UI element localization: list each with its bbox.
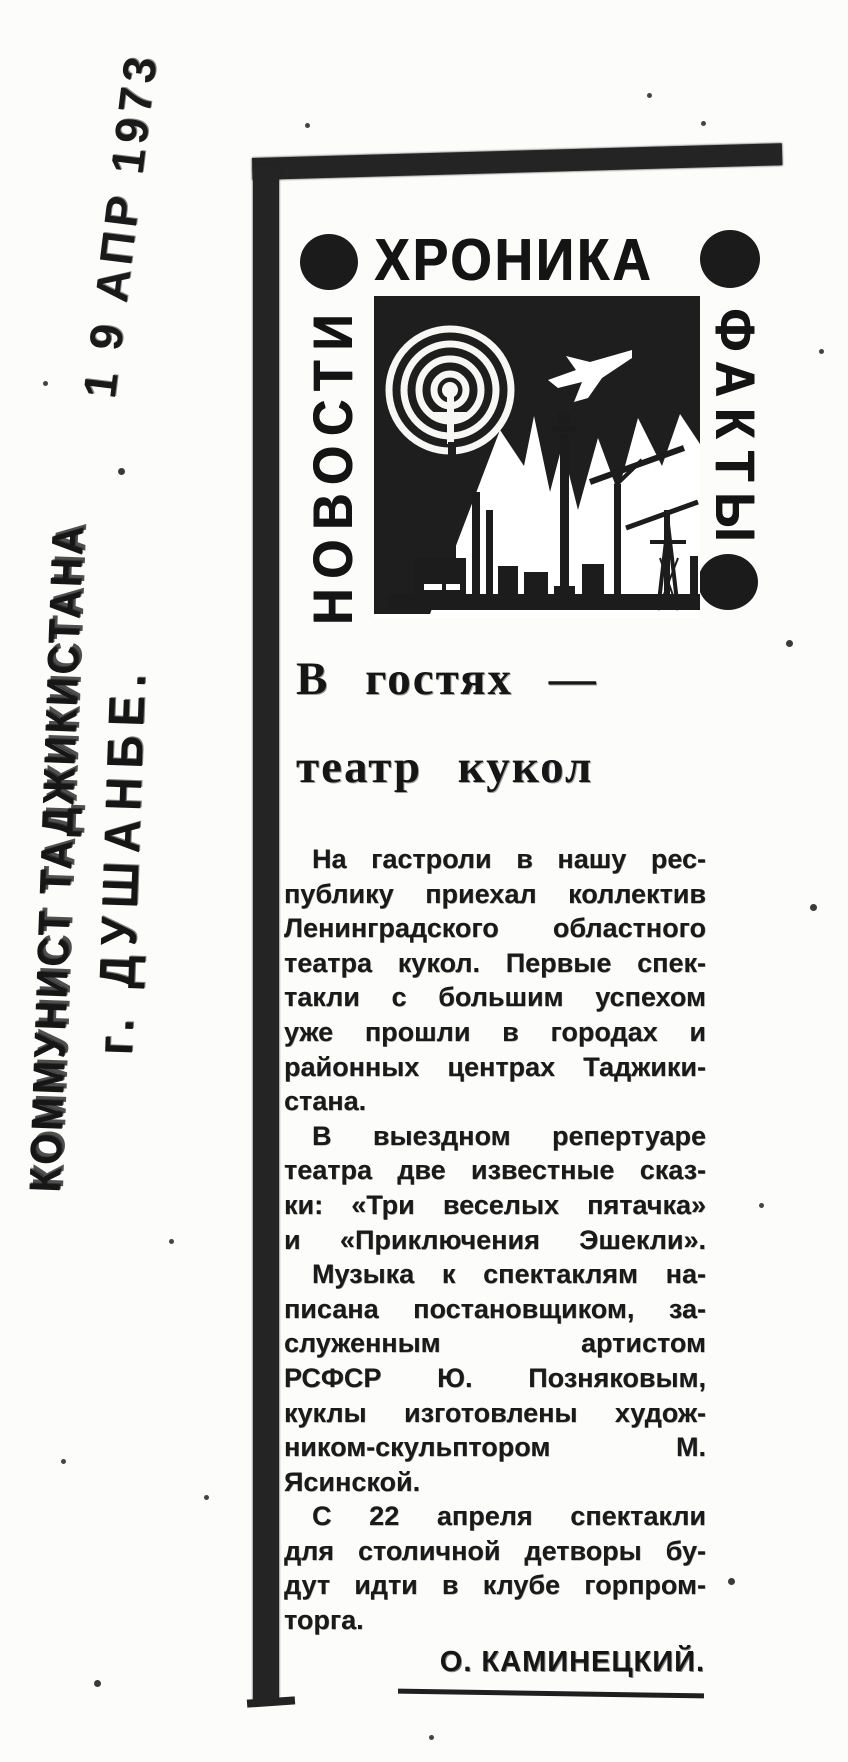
article-line: служенным артистом [284,1328,706,1359]
article-line: В выездном репертуаре [312,1120,706,1151]
clipping-border-left [253,166,279,1704]
article-line: ником-скульптором М. [284,1432,706,1463]
article-line: ки: «Три веселых пятачка» [284,1189,706,1220]
date-stamp: 1 9 АПР 1973 [72,49,168,401]
article-signature: О. КАМИНЕЦКИЙ. [439,1646,705,1678]
article-line: С 22 апреля спектакли [312,1501,706,1532]
scan-speckles [0,0,3,3]
newspaper-stamp-city: г. ДУШАНБЕ. [85,664,157,1057]
masthead-left-vertical-text: НОВОСТИ [301,304,365,626]
article-line: На гастроли в нашу рес- [312,844,706,874]
article-line: и «Приключения Эшекли». [284,1224,706,1255]
article-body [284,842,706,1638]
article-line: для столичной детворы бу- [284,1535,706,1566]
article-line: торга. [284,1605,364,1636]
article-line: публику приехал коллектив [284,878,706,909]
article-line: куклы изготовлены худож- [284,1397,706,1428]
article-line: такли с большим успехом [284,982,706,1013]
article-line: дут идти в клубе горпром- [284,1570,706,1601]
newspaper-stamp-title: КОММУНИСТ ТАДЖИКИСТАНА [21,522,93,1194]
masthead-title: ХРОНИКА [374,227,654,294]
article-line: РСФСР Ю. Позняковым, [284,1362,706,1393]
article-line: уже прошли в городах и [284,1016,706,1047]
article-headline-line2: театр кукол [296,741,594,793]
article-line: стана. [284,1086,367,1117]
article-line: писана постановщиком, за- [284,1293,706,1324]
article-line: Ленинградского областного [284,913,706,944]
masthead-illustration [374,296,700,618]
masthead-right-vertical-text: ФАКТЫ [703,308,767,552]
clipping-border-top [252,143,782,180]
article-line: театра две известные сказ- [284,1155,706,1186]
article-line: районных центрах Таджики- [284,1051,706,1082]
article-line: Ясинской. [284,1466,421,1497]
bullet-circle-icon [700,230,760,288]
signature-underline [398,1689,704,1699]
article-line: Музыка к спектаклям на- [312,1259,706,1290]
bullet-circle-icon [698,554,758,610]
newspaper-stamp [23,507,217,1213]
article-line: театра кукол. Первые спек- [284,947,706,978]
article-headline-line1: В гостях — [296,653,598,705]
